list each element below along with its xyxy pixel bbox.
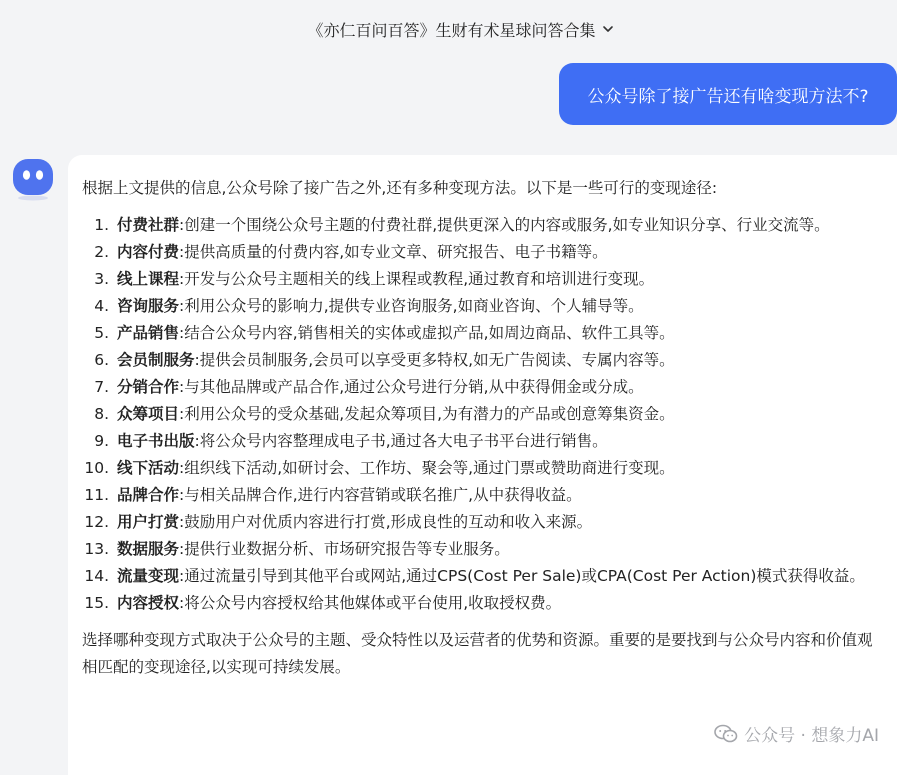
list-item: [82, 266, 877, 293]
chevron-down-icon[interactable]: [602, 23, 614, 35]
answer-closing: 选择哪种变现方式取决于公众号的主题、受众特性以及运营者的优势和资源。重要的是要找到与公众号内容和价值观相匹配的变现途径,以实现可持续发展。: [82, 631, 873, 676]
item-title: 数据服务: [117, 540, 180, 558]
item-text: :开发与公众号主题相关的线上课程或教程,通过教育和培训进行变现。: [179, 270, 655, 288]
item-number: 2.: [94, 243, 109, 261]
item-number: 1.: [94, 216, 109, 234]
conversation-title: 《亦仁百问百答》生财有术星球问答合集: [307, 20, 596, 40]
item-title: 分销合作: [117, 378, 180, 396]
answer-intro: 根据上文提供的信息,公众号除了接广告之外,还有多种变现方法。以下是一些可行的变现途径:: [82, 179, 718, 197]
list-item: [82, 401, 877, 428]
item-text: :通过流量引导到其他平台或网站,通过CPS(Cost Per Sale)或CPA(Cost Per Action)模式获得收益。: [179, 567, 865, 585]
item-title: 会员制服务: [117, 351, 195, 369]
item-number: 9.: [94, 432, 109, 450]
item-text: :组织线下活动,如研讨会、工作坊、聚会等,通过门票或赞助商进行变现。: [179, 459, 675, 477]
list-item: [82, 293, 877, 320]
list-item: [82, 482, 877, 509]
item-title: 线下活动: [117, 459, 180, 477]
item-text: :利用公众号的影响力,提供专业咨询服务,如商业咨询、个人辅导等。: [179, 297, 644, 315]
item-number: 14.: [84, 567, 109, 585]
item-text: :与相关品牌合作,进行内容营销或联名推广,从中获得收益。: [179, 486, 582, 504]
item-number: 5.: [94, 324, 109, 342]
item-number: 7.: [94, 378, 109, 396]
item-number: 11.: [84, 486, 109, 504]
item-number: 10.: [84, 459, 109, 477]
item-title: 内容付费: [117, 243, 180, 261]
item-number: 4.: [94, 297, 109, 315]
list-item: [82, 536, 877, 563]
item-title: 付费社群: [117, 216, 180, 234]
item-number: 8.: [94, 405, 109, 423]
list-item: [82, 509, 877, 536]
list-item: [82, 239, 877, 266]
item-number: 15.: [84, 594, 109, 612]
item-number: 6.: [94, 351, 109, 369]
list-item: [82, 428, 877, 455]
item-text: :提供会员制服务,会员可以享受更多特权,如无广告阅读、专属内容等。: [194, 351, 675, 369]
item-number: 13.: [84, 540, 109, 558]
list-item: [82, 320, 877, 347]
assistant-answer-card: [68, 155, 897, 775]
bot-avatar-icon: [12, 157, 54, 201]
item-title: 咨询服务: [117, 297, 180, 315]
item-number: 12.: [84, 513, 109, 531]
conversation-title-dropdown[interactable]: [307, 18, 613, 41]
list-item: [82, 563, 877, 590]
list-item: [82, 590, 877, 617]
item-title: 电子书出版: [117, 432, 195, 450]
item-title: 内容授权: [117, 594, 180, 612]
item-text: :结合公众号内容,销售相关的实体或虚拟产品,如周边商品、软件工具等。: [179, 324, 675, 342]
item-text: :提供行业数据分析、市场研究报告等专业服务。: [179, 540, 510, 558]
list-item: [82, 374, 877, 401]
item-title: 众筹项目: [117, 405, 180, 423]
watermark: [714, 721, 879, 746]
item-text: :将公众号内容授权给其他媒体或平台使用,收取授权费。: [179, 594, 562, 612]
item-text: :鼓励用户对优质内容进行打赏,形成良性的互动和收入来源。: [179, 513, 593, 531]
item-title: 品牌合作: [117, 486, 180, 504]
header-bar: [0, 0, 897, 58]
user-message-bubble: [559, 63, 897, 125]
list-item: [82, 455, 877, 482]
method-list: [82, 212, 877, 617]
user-message-text: 公众号除了接广告还有啥变现方法不?: [587, 86, 869, 107]
list-item: [82, 347, 877, 374]
item-number: 3.: [94, 270, 109, 288]
item-title: 流量变现: [117, 567, 180, 585]
item-text: :与其他品牌或产品合作,通过公众号进行分销,从中获得佣金或分成。: [179, 378, 644, 396]
item-title: 线上课程: [117, 270, 180, 288]
wechat-icon: [714, 724, 738, 744]
item-text: :创建一个围绕公众号主题的付费社群,提供更深入的内容或服务,如专业知识分享、行业交流等。: [179, 216, 830, 234]
list-item: [82, 212, 877, 239]
item-title: 产品销售: [117, 324, 180, 342]
item-text: :将公众号内容整理成电子书,通过各大电子书平台进行销售。: [194, 432, 608, 450]
item-text: :利用公众号的受众基础,发起众筹项目,为有潜力的产品或创意筹集资金。: [179, 405, 675, 423]
watermark-text: 公众号 · 想象力AI: [744, 726, 879, 746]
item-text: :提供高质量的付费内容,如专业文章、研究报告、电子书籍等。: [179, 243, 608, 261]
item-title: 用户打赏: [117, 513, 180, 531]
